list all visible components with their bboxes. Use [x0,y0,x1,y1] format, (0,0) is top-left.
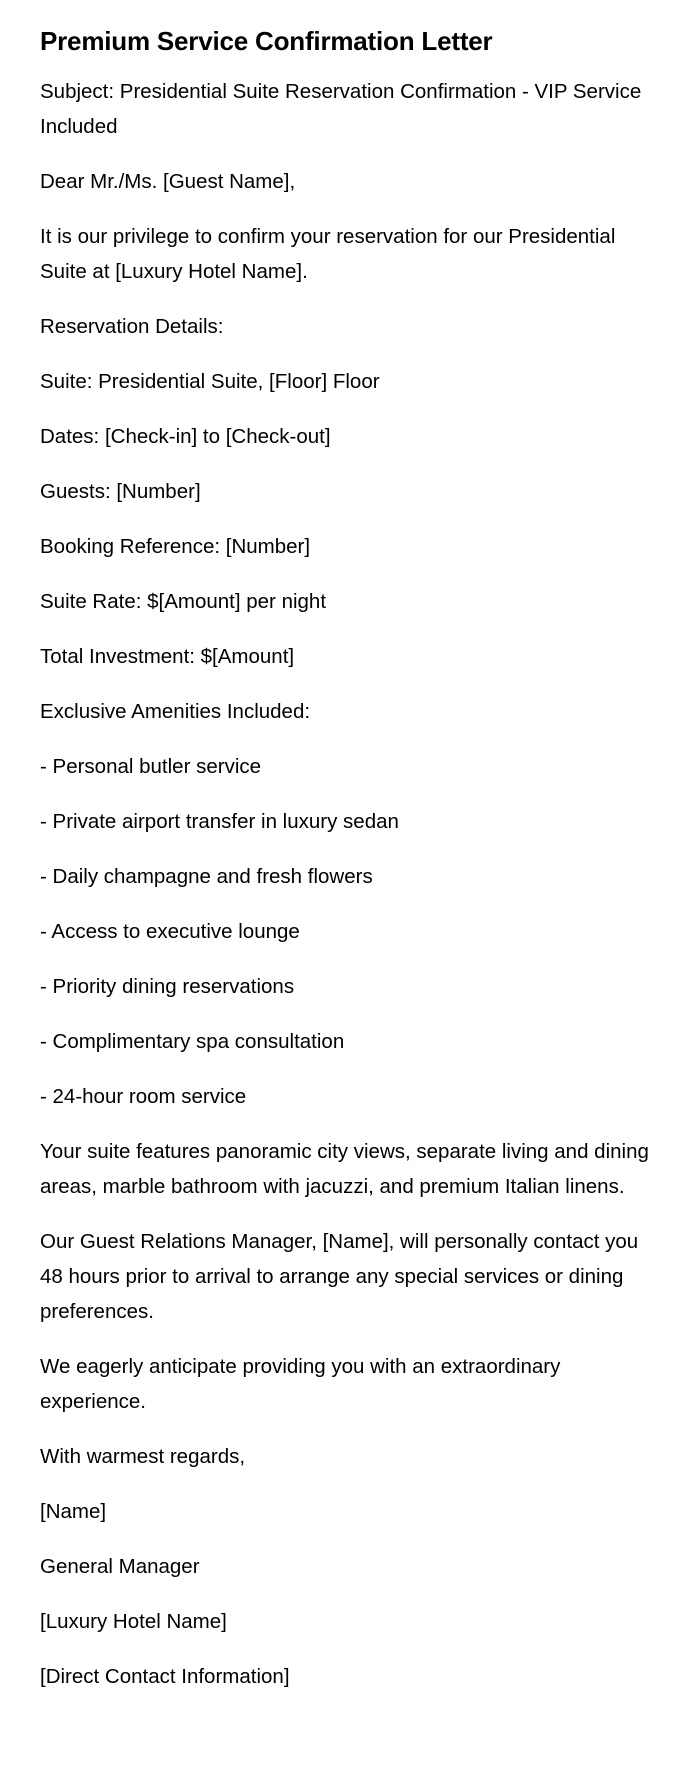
reservation-guests: Guests: [Number] [40,480,201,503]
signature-position: General Manager [40,1555,200,1578]
reservation-rate: Suite Rate: $[Amount] per night [40,590,327,613]
amenity-item: - Private airport transfer in luxury sedan [40,810,399,833]
amenity-item: - Complimentary spa consultation [40,1030,345,1053]
letter-title: Premium Service Confirmation Letter [40,26,493,56]
salutation: Dear Mr./Ms. [Guest Name], [40,170,296,193]
reservation-suite: Suite: Presidential Suite, [Floor] Floor [40,370,380,393]
signature-contact: [Direct Contact Information] [40,1665,290,1688]
subject-line: Subject: Presidential Suite Reservation Confirmation - VIP Service Included [40,80,642,138]
signature-name: [Name] [40,1500,107,1523]
closing-line: With warmest regards, [40,1445,246,1468]
reservation-heading: Reservation Details: [40,315,224,338]
intro-paragraph: It is our privilege to confirm your reservation for our Presidential Suite at [Luxury Hotel Name]. [40,225,616,283]
reservation-dates: Dates: [Check-in] to [Check-out] [40,425,331,448]
amenity-item: - Priority dining reservations [40,975,295,998]
reservation-total: Total Investment: $[Amount] [40,645,295,668]
signature-hotel: [Luxury Hotel Name] [40,1610,227,1633]
amenity-item: - Access to executive lounge [40,920,300,943]
reservation-booking-reference: Booking Reference: [Number] [40,535,311,558]
amenities-heading: Exclusive Amenities Included: [40,700,311,723]
features-paragraph: Your suite features panoramic city views, separate living and dining areas, marble bathroom with jacuzzi, and premium Italian linens. [40,1140,649,1198]
manager-contact-paragraph: Our Guest Relations Manager, [Name], will personally contact you 48 hours prior to arrival to arrange any special services or dining preferences. [40,1230,639,1323]
anticipation-paragraph: We eagerly anticipate providing you with an extraordinary experience. [40,1355,561,1413]
amenity-item: - Daily champagne and fresh flowers [40,865,373,888]
amenity-item: - 24-hour room service [40,1085,247,1108]
amenity-item: - Personal butler service [40,755,262,778]
